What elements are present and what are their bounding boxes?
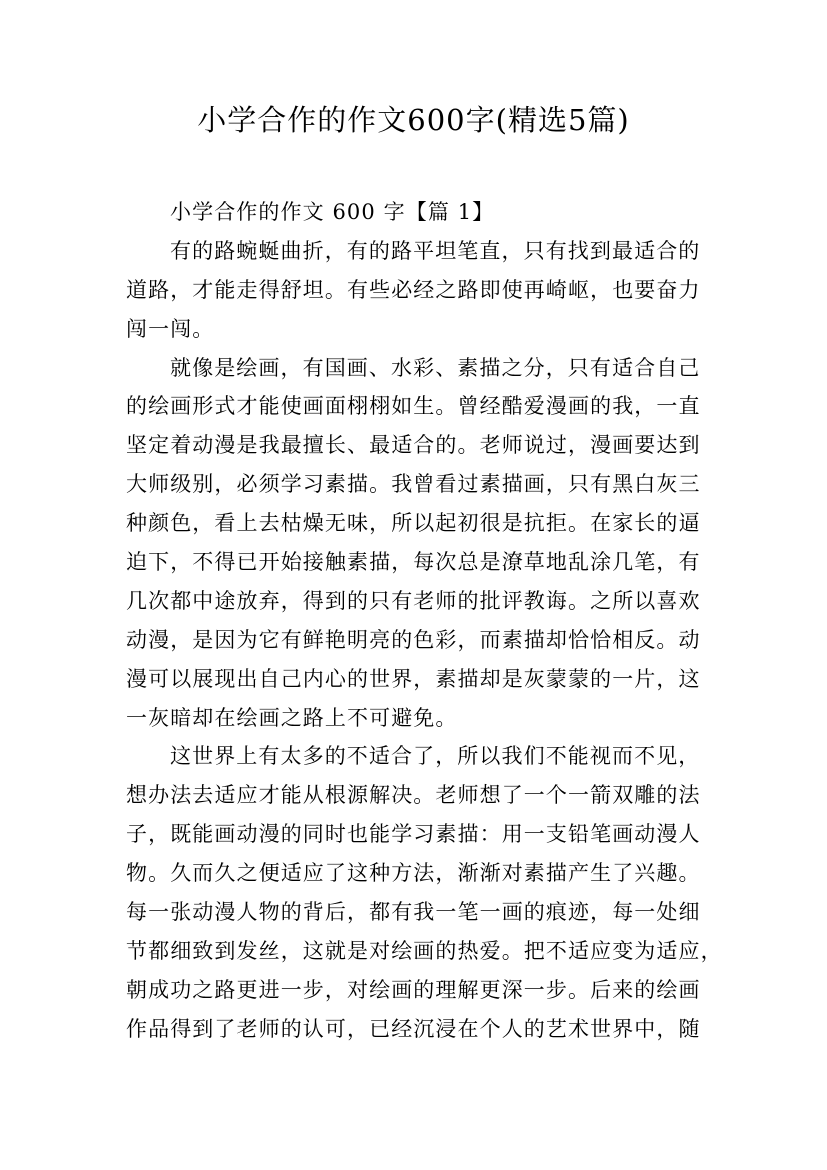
document-body — [126, 193, 723, 1049]
paragraph-2-line-5: 种颜色，看上去枯燥无味，所以起初很是抗拒。在家长的逼 — [126, 511, 701, 536]
paragraph-3-line-3: 子，既能画动漫的同时也能学习素描：用一支铅笔画动漫人 — [126, 822, 701, 847]
paragraph-3-line-8: 作品得到了老师的认可，已经沉浸在个人的艺术世界中，随 — [126, 1016, 701, 1041]
paragraph-2-line-10: 一灰暗却在绘画之路上不可避免。 — [126, 705, 458, 730]
paragraph-2-line-9: 漫可以展现出自己内心的世界，素描却是灰蒙蒙的一片，这 — [126, 666, 701, 691]
paragraph-2-line-2: 的绘画形式才能使画面栩栩如生。曾经酷爱漫画的我，一直 — [126, 394, 701, 419]
paragraph-1-line-2: 道路，才能走得舒坦。有些必经之路即使再崎岖，也要奋力 — [126, 277, 701, 302]
paragraph-2-line-6: 迫下，不得已开始接触素描，每次总是潦草地乱涂几笔，有 — [126, 550, 701, 575]
paragraph-2-line-4: 大师级别，必须学习素描。我曾看过素描画，只有黑白灰三 — [126, 472, 701, 497]
document-title: 小学合作的作文600字(精选5篇) — [197, 103, 630, 137]
paragraph-3-line-4: 物。久而久之便适应了这种方法，渐渐对素描产生了兴趣。 — [126, 861, 701, 886]
paragraph-1-line-3: 闯一闯。 — [126, 316, 215, 341]
section-heading: 小学合作的作文 600 字【篇 1】 — [170, 200, 495, 224]
paragraph-3-line-5: 每一张动漫人物的背后，都有我一笔一画的痕迹，每一处细 — [126, 900, 701, 925]
paragraph-3-line-2: 想办法去适应才能从根源解决。老师想了一个一箭双雕的法 — [126, 783, 701, 808]
paragraph-2-line-1: 就像是绘画，有国画、水彩、素描之分，只有适合自己 — [170, 355, 701, 380]
paragraph-2-line-3: 坚定着动漫是我最擅长、最适合的。老师说过，漫画要达到 — [126, 433, 701, 458]
paragraph-2-line-8: 动漫，是因为它有鲜艳明亮的色彩，而素描却恰恰相反。动 — [126, 627, 701, 652]
paragraph-1-line-1: 有的路蜿蜒曲折，有的路平坦笔直，只有找到最适合的 — [170, 238, 701, 263]
paragraph-2-line-7: 几次都中途放弃，得到的只有老师的批评教诲。之所以喜欢 — [126, 588, 701, 613]
paragraph-3-line-7: 朝成功之路更进一步，对绘画的理解更深一步。后来的绘画 — [126, 977, 701, 1002]
paragraph-3-line-6: 节都细致到发丝，这就是对绘画的热爱。把不适应变为适应， — [126, 938, 723, 963]
paragraph-3-line-1: 这世界上有太多的不适合了，所以我们不能视而不见， — [170, 744, 701, 769]
